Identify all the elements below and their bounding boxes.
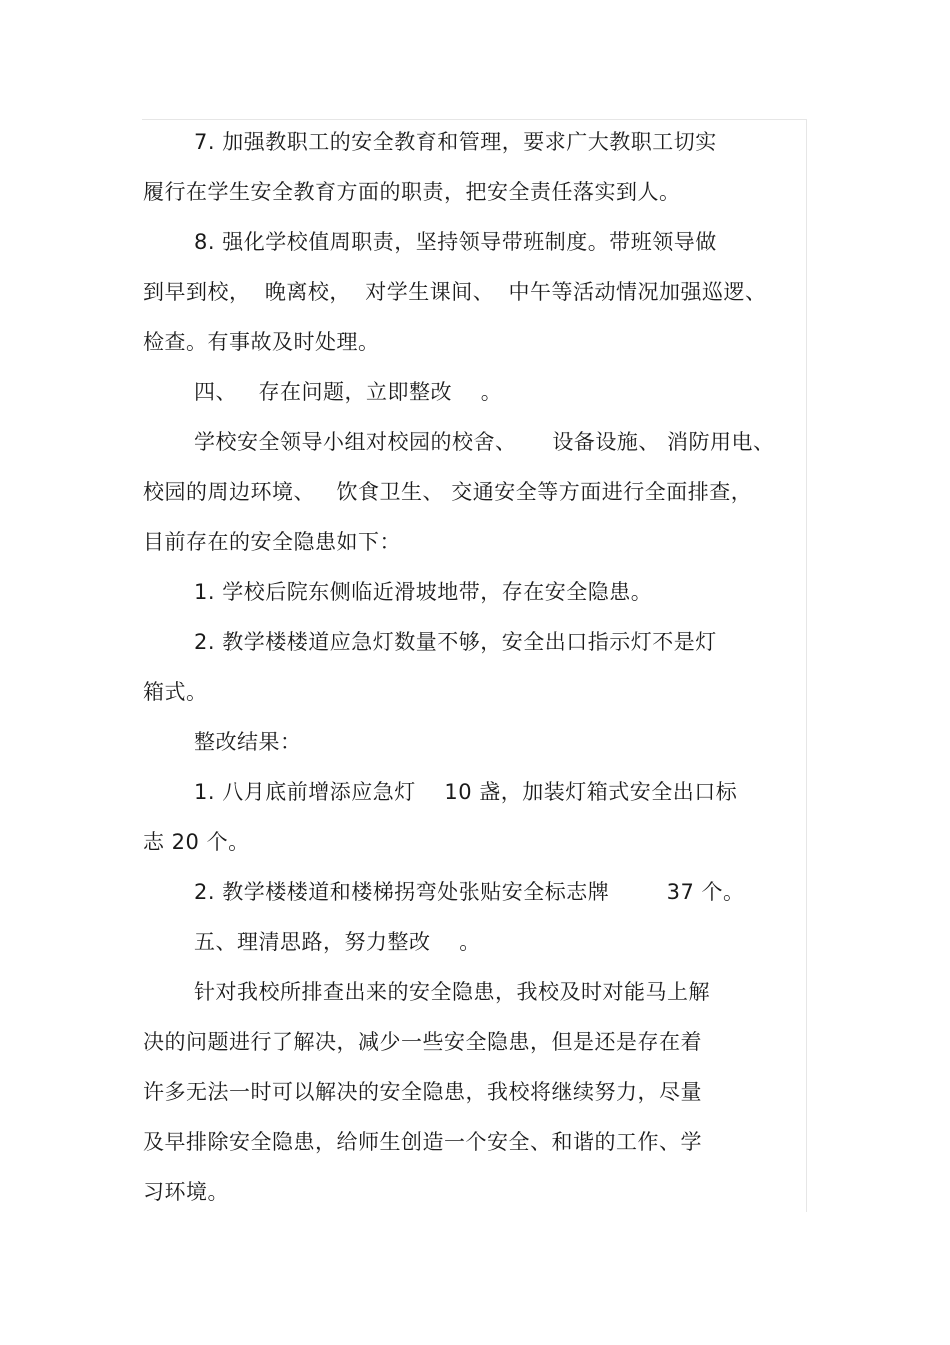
text-line: 许多无法一时可以解决的安全隐患，我校将继续努力，尽量 bbox=[143, 1080, 702, 1104]
text-line: 到早到校， 晚离校， 对学生课间、 中午等活动情况加强巡逻、 bbox=[143, 280, 767, 304]
text-line: 整改结果： bbox=[194, 730, 302, 754]
text-line: 学校安全领导小组对校园的校舍、 设备设施、 消防用电、 bbox=[194, 430, 775, 454]
text-line: 2. 教学楼楼道应急灯数量不够，安全出口指示灯不是灯 bbox=[194, 630, 717, 654]
section-heading: 五、理清思路，努力整改 。 bbox=[194, 930, 481, 954]
text-line: 7. 加强教职工的安全教育和管理，要求广大教职工切实 bbox=[194, 130, 717, 154]
text-line: 履行在学生安全教育方面的职责，把安全责任落实到人。 bbox=[143, 180, 681, 204]
text-line: 及早排除安全隐患，给师生创造一个安全、和谐的工作、学 bbox=[143, 1130, 702, 1154]
text-line: 目前存在的安全隐患如下： bbox=[143, 530, 401, 554]
text-line: 箱式。 bbox=[143, 680, 208, 704]
text-line: 针对我校所排查出来的安全隐患，我校及时对能马上解 bbox=[194, 980, 710, 1004]
text-line: 1. 学校后院东侧临近滑坡地带，存在安全隐患。 bbox=[194, 580, 653, 604]
text-line: 检查。有事故及时处理。 bbox=[143, 330, 380, 354]
text-line: 2. 教学楼楼道和楼梯拐弯处张贴安全标志牌 37 个。 bbox=[194, 880, 745, 904]
text-line: 志 20 个。 bbox=[143, 830, 250, 854]
text-line: 习环境。 bbox=[143, 1180, 229, 1204]
text-line: 1. 八月底前增添应急灯 10 盏，加装灯箱式安全出口标 bbox=[194, 780, 738, 804]
text-line: 校园的周边环境、 饮食卫生、 交通安全等方面进行全面排查， bbox=[143, 480, 753, 504]
text-line: 决的问题进行了解决，减少一些安全隐患，但是还是存在着 bbox=[143, 1030, 702, 1054]
text-line: 8. 强化学校值周职责，坚持领导带班制度。带班领导做 bbox=[194, 230, 717, 254]
section-heading: 四、 存在问题，立即整改 。 bbox=[194, 380, 503, 404]
